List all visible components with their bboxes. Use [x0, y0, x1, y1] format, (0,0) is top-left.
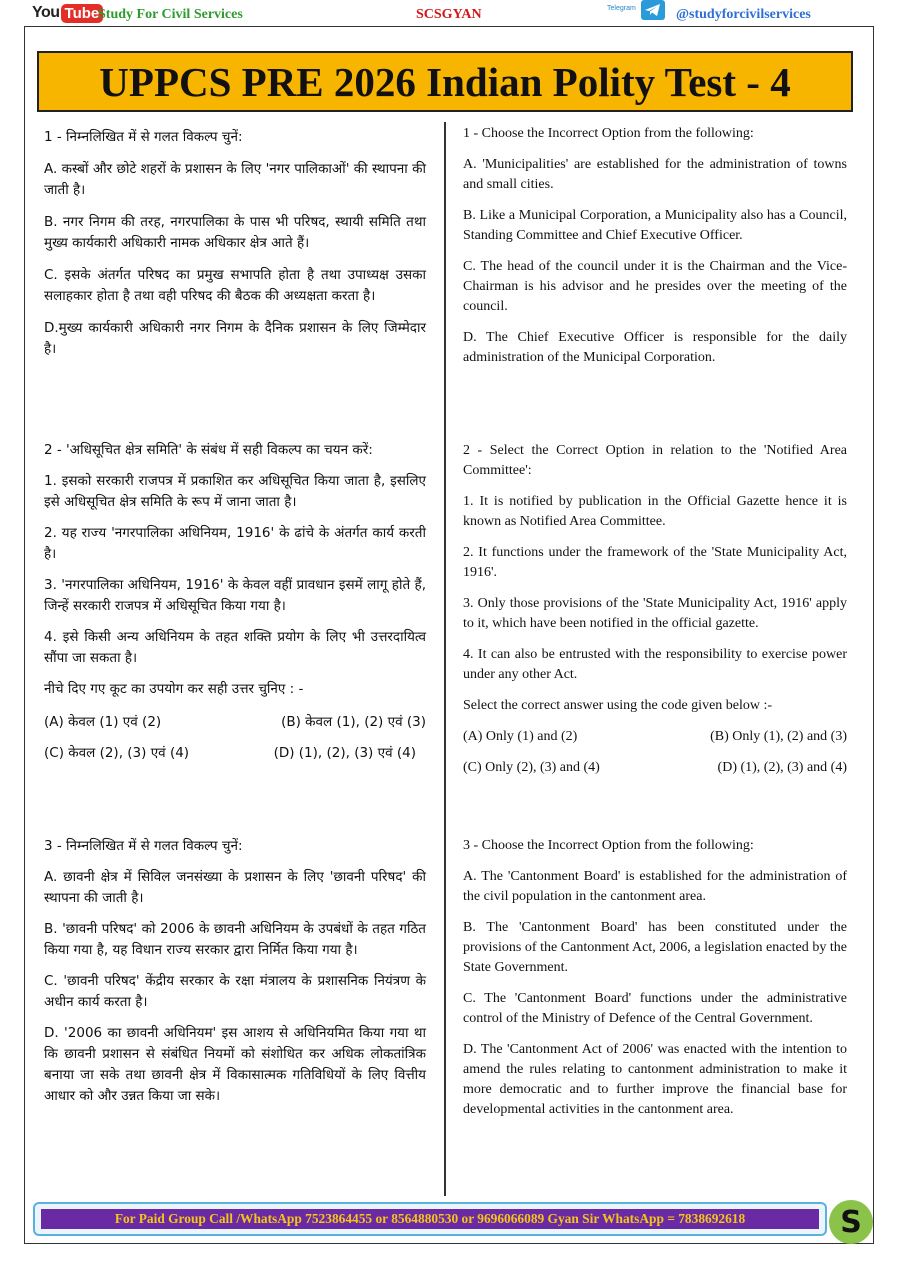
statement-2: 2. यह राज्य 'नगरपालिका अधिनियम, 1916' के ढांचे के अंतर्गत कार्य करती है। [44, 525, 426, 562]
choices-row-1 [44, 712, 426, 733]
youtube-logo-tube: Tube [61, 4, 104, 23]
instruction: नीचे दिए गए कूट का उपयोग कर सही उत्तर चुनिए : - [44, 681, 304, 697]
choice-b: (B) Only (1), (2) and (3) [710, 729, 847, 744]
option-c: C. The head of the council under it is the Chairman and the Vice-Chairman is his advisor and he presides over the meeting of the council. [463, 259, 847, 314]
choice-d: (D) (1), (2), (3) एवं (4) [273, 745, 416, 761]
statement-2: 2. It functions under the framework of the 'State Municipality Act, 1916'. [463, 545, 847, 580]
option-b: B. 'छावनी परिषद' को 2006 के छावनी अधिनियम के उपबंधों के तहत गठित किया गया है, यह विधान राज्य सरकार द्वारा निर्मित किया गया है। [44, 921, 426, 958]
option-a: A. 'Municipalities' are established for the administration of towns and small cities. [463, 157, 847, 192]
option-a: A. The 'Cantonment Board' is established for the administration of the civil population in the cantonment area. [463, 869, 847, 904]
statement-3: 3. Only those provisions of the 'State Municipality Act, 1916' apply to it, which have been notified in the official gazette. [463, 596, 847, 631]
question-text: 1 - Choose the Incorrect Option from the following: [463, 126, 754, 141]
channel-code: SCSGYAN [416, 7, 482, 22]
statement-4: 4. इसे किसी अन्य अधिनियम के तहत शक्ति प्रयोग के लिए भी उत्तरदायित्व सौंपा जा सकता है। [44, 629, 426, 666]
brand-logo-letter: S [840, 1204, 862, 1240]
contact-banner [41, 1209, 819, 1229]
youtube-logo-you: You [32, 4, 60, 21]
statement-3: 3. 'नगरपालिका अधिनियम, 1916' के केवल वहीं प्रावधान इसमें लागू होते हैं, जिन्हें सरकारी राजपत्र में अधिसूचित किया गया है। [44, 577, 426, 614]
option-c: C. The 'Cantonment Board' functions under the administrative control of the Ministry of Defence of the Central Government. [463, 991, 847, 1026]
telegram-icon[interactable] [641, 0, 665, 20]
option-b: B. Like a Municipal Corporation, a Municipality also has a Council, Standing Committee and Chief Executive Officer. [463, 208, 847, 243]
page-title: UPPCS PRE 2026 Indian Polity Test - 4 [99, 58, 791, 105]
question-text: 1 - निम्नलिखित में से गलत विकल्प चुनें: [44, 129, 243, 145]
choice-c: (C) केवल (2), (3) एवं (4) [44, 745, 190, 761]
hindi-question-3 [44, 836, 426, 1107]
option-b: B. The 'Cantonment Board' has been constituted under the provisions of the Cantonment Act, 2006, a legislation enacted by the State Government. [463, 920, 847, 975]
title-banner [37, 51, 853, 112]
choice-a: (A) Only (1) and (2) [463, 729, 578, 744]
option-d: D. The 'Cantonment Act of 2006' was enacted with the intention to amend the rules relating to cantonment administration to make it more democratic and to further improve the financial base for developmental activities in the cantonment area. [463, 1042, 847, 1117]
instruction: Select the correct answer using the code given below :- [463, 698, 773, 713]
channel-name: Study For Civil Services [98, 7, 243, 22]
option-a: A. छावनी क्षेत्र में सिविल जनसंख्या के प्रशासन के लिए 'छावनी परिषद' की स्थापना की जाती है। [44, 869, 426, 906]
option-c: C. 'छावनी परिषद' केंद्रीय सरकार के रक्षा मंत्रालय के प्रशासनिक नियंत्रण के अधीन कार्य करता है। [44, 973, 426, 1010]
choices-row-1 [463, 727, 847, 747]
question-text: 2 - Select the Correct Option in relation to the 'Notified Area Committee': [463, 443, 847, 478]
hindi-question-1 [44, 127, 426, 360]
statement-4: 4. It can also be entrusted with the responsibility to exercise power under any other Act. [463, 647, 847, 682]
choice-d: (D) (1), (2), (3) and (4) [717, 760, 847, 775]
option-d: D.मुख्य कार्यकारी अधिकारी नगर निगम के दैनिक प्रशासन के लिए जिम्मेदार है। [44, 320, 426, 357]
column-divider [444, 122, 446, 1196]
contact-text: For Paid Group Call /WhatsApp 7523864455 or 8564880530 or 9696066089 Gyan Sir WhatsApp = 7838692618 [114, 1211, 746, 1226]
english-question-2 [463, 441, 847, 778]
english-question-1 [463, 124, 847, 368]
question-text: 3 - निम्नलिखित में से गलत विकल्प चुनें: [44, 838, 243, 854]
option-d: D. '2006 का छावनी अधिनियम' इस आशय से अधिनियमित किया गया था कि छावनी प्रशासन से संबंधित नियमों को संशोधित कर अधिक लोकतांत्रिक बनाया जा सके तथा छावनी क्षेत्र में विकासात्मक गतिविधियों के लिए वित्तीय आधार को और उन्नत किया जा सके। [44, 1025, 426, 1104]
choice-c: (C) Only (2), (3) and (4) [463, 760, 600, 775]
statement-1: 1. It is notified by publication in the Official Gazette hence it is known as Notified Area Committee. [463, 494, 847, 529]
hindi-question-2 [44, 440, 426, 764]
option-d: D. The Chief Executive Officer is responsible for the daily administration of the Municipal Corporation. [463, 330, 847, 365]
statement-1: 1. इसको सरकारी राजपत्र में प्रकाशित कर अधिसूचित किया जाता है, इसलिए इसे अधिसूचित क्षेत्र समिति के रूप में जाना जाता है। [44, 473, 426, 510]
option-a: A. कस्बों और छोटे शहरों के प्रशासन के लिए 'नगर पालिकाओं' की स्थापना की जाती है। [44, 161, 426, 198]
telegram-label: Telegram [607, 5, 636, 12]
option-c: C. इसके अंतर्गत परिषद का प्रमुख सभापति होता है तथा उपाध्यक्ष उसका सलाहकार होता है तथा वही परिषद की बैठक की अध्यक्षता करता है। [44, 267, 426, 304]
choices-row-2 [463, 758, 847, 778]
english-question-3 [463, 836, 847, 1120]
contact-footer [33, 1202, 827, 1236]
brand-logo [829, 1200, 873, 1244]
question-text: 3 - Choose the Incorrect Option from the following: [463, 838, 754, 853]
question-text: 2 - 'अधिसूचित क्षेत्र समिति' के संबंध में सही विकल्प का चयन करें: [44, 442, 373, 458]
option-b: B. नगर निगम की तरह, नगरपालिका के पास भी परिषद, स्थायी समिति तथा मुख्य कार्यकारी अधिकारी नामक अधिकार क्षेत्र आते हैं। [44, 214, 426, 251]
choice-b: (B) केवल (1), (2) एवं (3) [281, 714, 426, 730]
choices-row-2 [44, 743, 426, 764]
choice-a: (A) केवल (1) एवं (2) [44, 714, 162, 730]
telegram-handle[interactable]: @studyforcivilservices [676, 7, 811, 22]
youtube-logo[interactable] [32, 2, 103, 24]
